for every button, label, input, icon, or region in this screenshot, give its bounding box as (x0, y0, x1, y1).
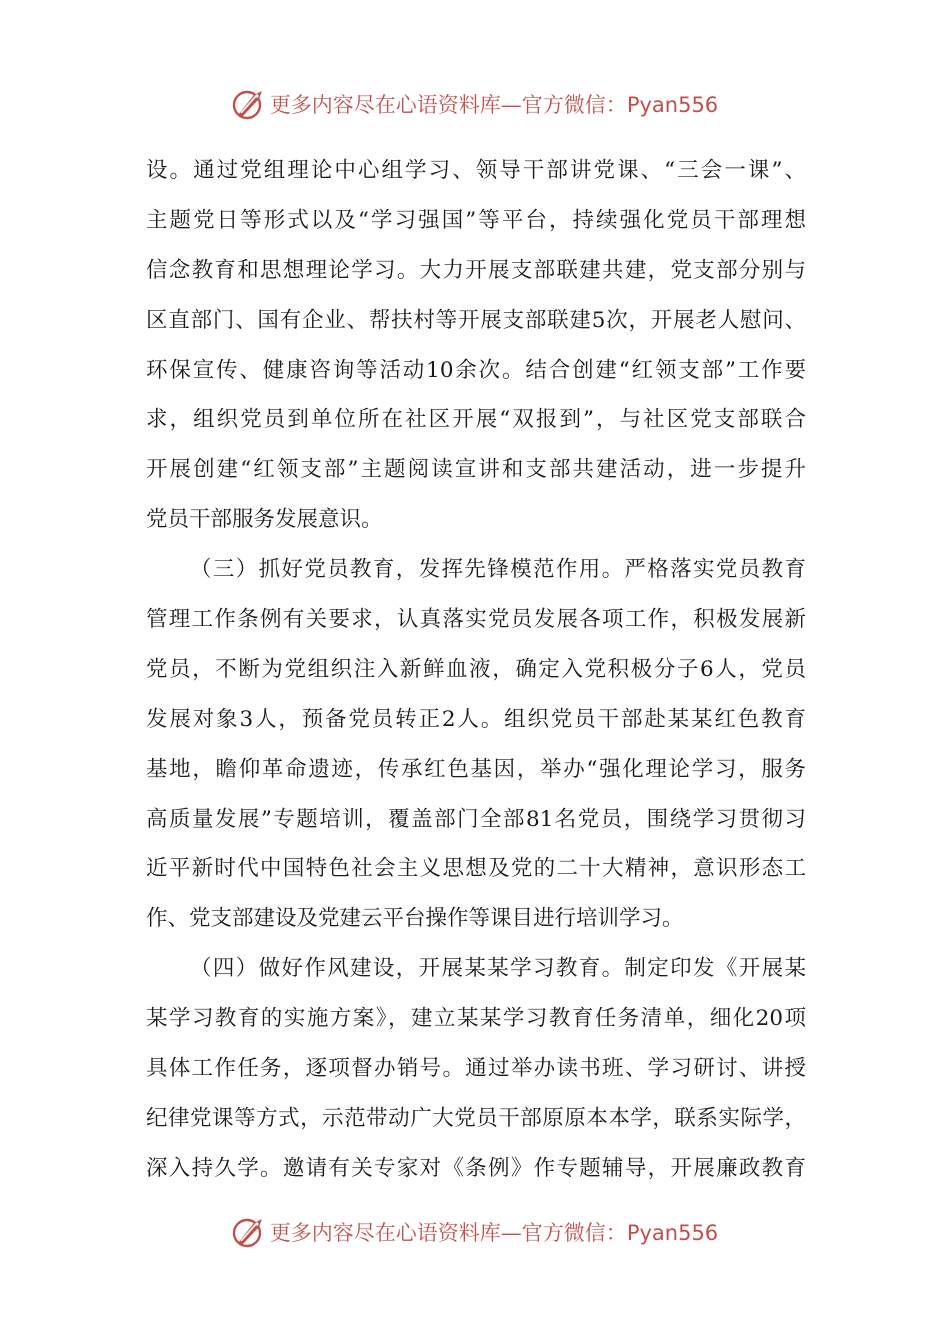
text-line: 管理工作条例有关要求，认真落实党员发展各项工作，积极发展新 (146, 607, 806, 633)
watermark-id: Pyan556 (626, 93, 719, 117)
text-line: 环保宣传、健康咨询等活动10余次。结合创建“红领支部”工作要 (146, 357, 806, 383)
text-line: （三）抓好党员教育，发挥先锋模范作用。严格落实党员教育 (190, 557, 806, 583)
pen-nib-logo-icon (232, 87, 266, 121)
watermark-id: Pyan556 (626, 1221, 719, 1245)
text-line: 设。通过党组理论中心组学习、领导干部讲党课、“三会一课”、 (146, 158, 806, 183)
watermark-text: 更多内容尽在心语资料库—官方微信： (269, 1221, 627, 1245)
text-line: （四）做好作风建设，开展某某学习教育。制定印发《开展某 (190, 956, 806, 982)
watermark-text: 更多内容尽在心语资料库—官方微信： (269, 93, 627, 117)
text-line: 区直部门、国有企业、帮扶村等开展支部联建5次，开展老人慰问、 (146, 307, 806, 333)
text-line: 深入持久学。邀请有关专家对《条例》作专题辅导，开展廉政教育 (146, 1155, 806, 1181)
text-line: 具体工作任务，逐项督办销号。通过举办读书班、学习研讨、讲授 (146, 1056, 806, 1082)
text-line: 信念教育和思想理论学习。大力开展支部联建共建，党支部分别与 (146, 257, 806, 283)
text-line: 作、党支部建设及党建云平台操作等课目进行培训学习。 (146, 906, 684, 932)
text-line: 主题党日等形式以及“学习强国”等平台，持续强化党员干部理想 (146, 207, 806, 233)
text-line: 纪律党课等方式，示范带动广大党员干部原原本本学，联系实际学， (146, 1105, 806, 1131)
text-line: 党员干部服务发展意识。 (146, 507, 383, 533)
text-line: 求，组织党员到单位所在社区开展“双报到”，与社区党支部联合 (146, 407, 806, 433)
text-line: 开展创建“红领支部”主题阅读宣讲和支部共建活动，进一步提升 (146, 457, 806, 483)
text-line: 某学习教育的实施方案》，建立某某学习教育任务清单，细化20项 (146, 1006, 806, 1032)
text-line: 基地，瞻仰革命遗迹，传承红色基因，举办“强化理论学习，服务 (146, 756, 806, 782)
document-body (146, 146, 806, 1194)
watermark-banner-top (0, 84, 950, 124)
pen-nib-logo-icon (232, 1215, 266, 1249)
text-line: 高质量发展”专题培训，覆盖部门全部81名党员，围绕学习贯彻习 (146, 806, 806, 832)
text-line: 近平新时代中国特色社会主义思想及党的二十大精神，意识形态工 (146, 856, 806, 882)
text-line: 党员，不断为党组织注入新鲜血液，确定入党积极分子6人，党员 (146, 656, 806, 682)
text-line: 发展对象3人，预备党员转正2人。组织党员干部赴某某红色教育 (146, 706, 806, 732)
watermark-banner-bottom (0, 1212, 950, 1252)
